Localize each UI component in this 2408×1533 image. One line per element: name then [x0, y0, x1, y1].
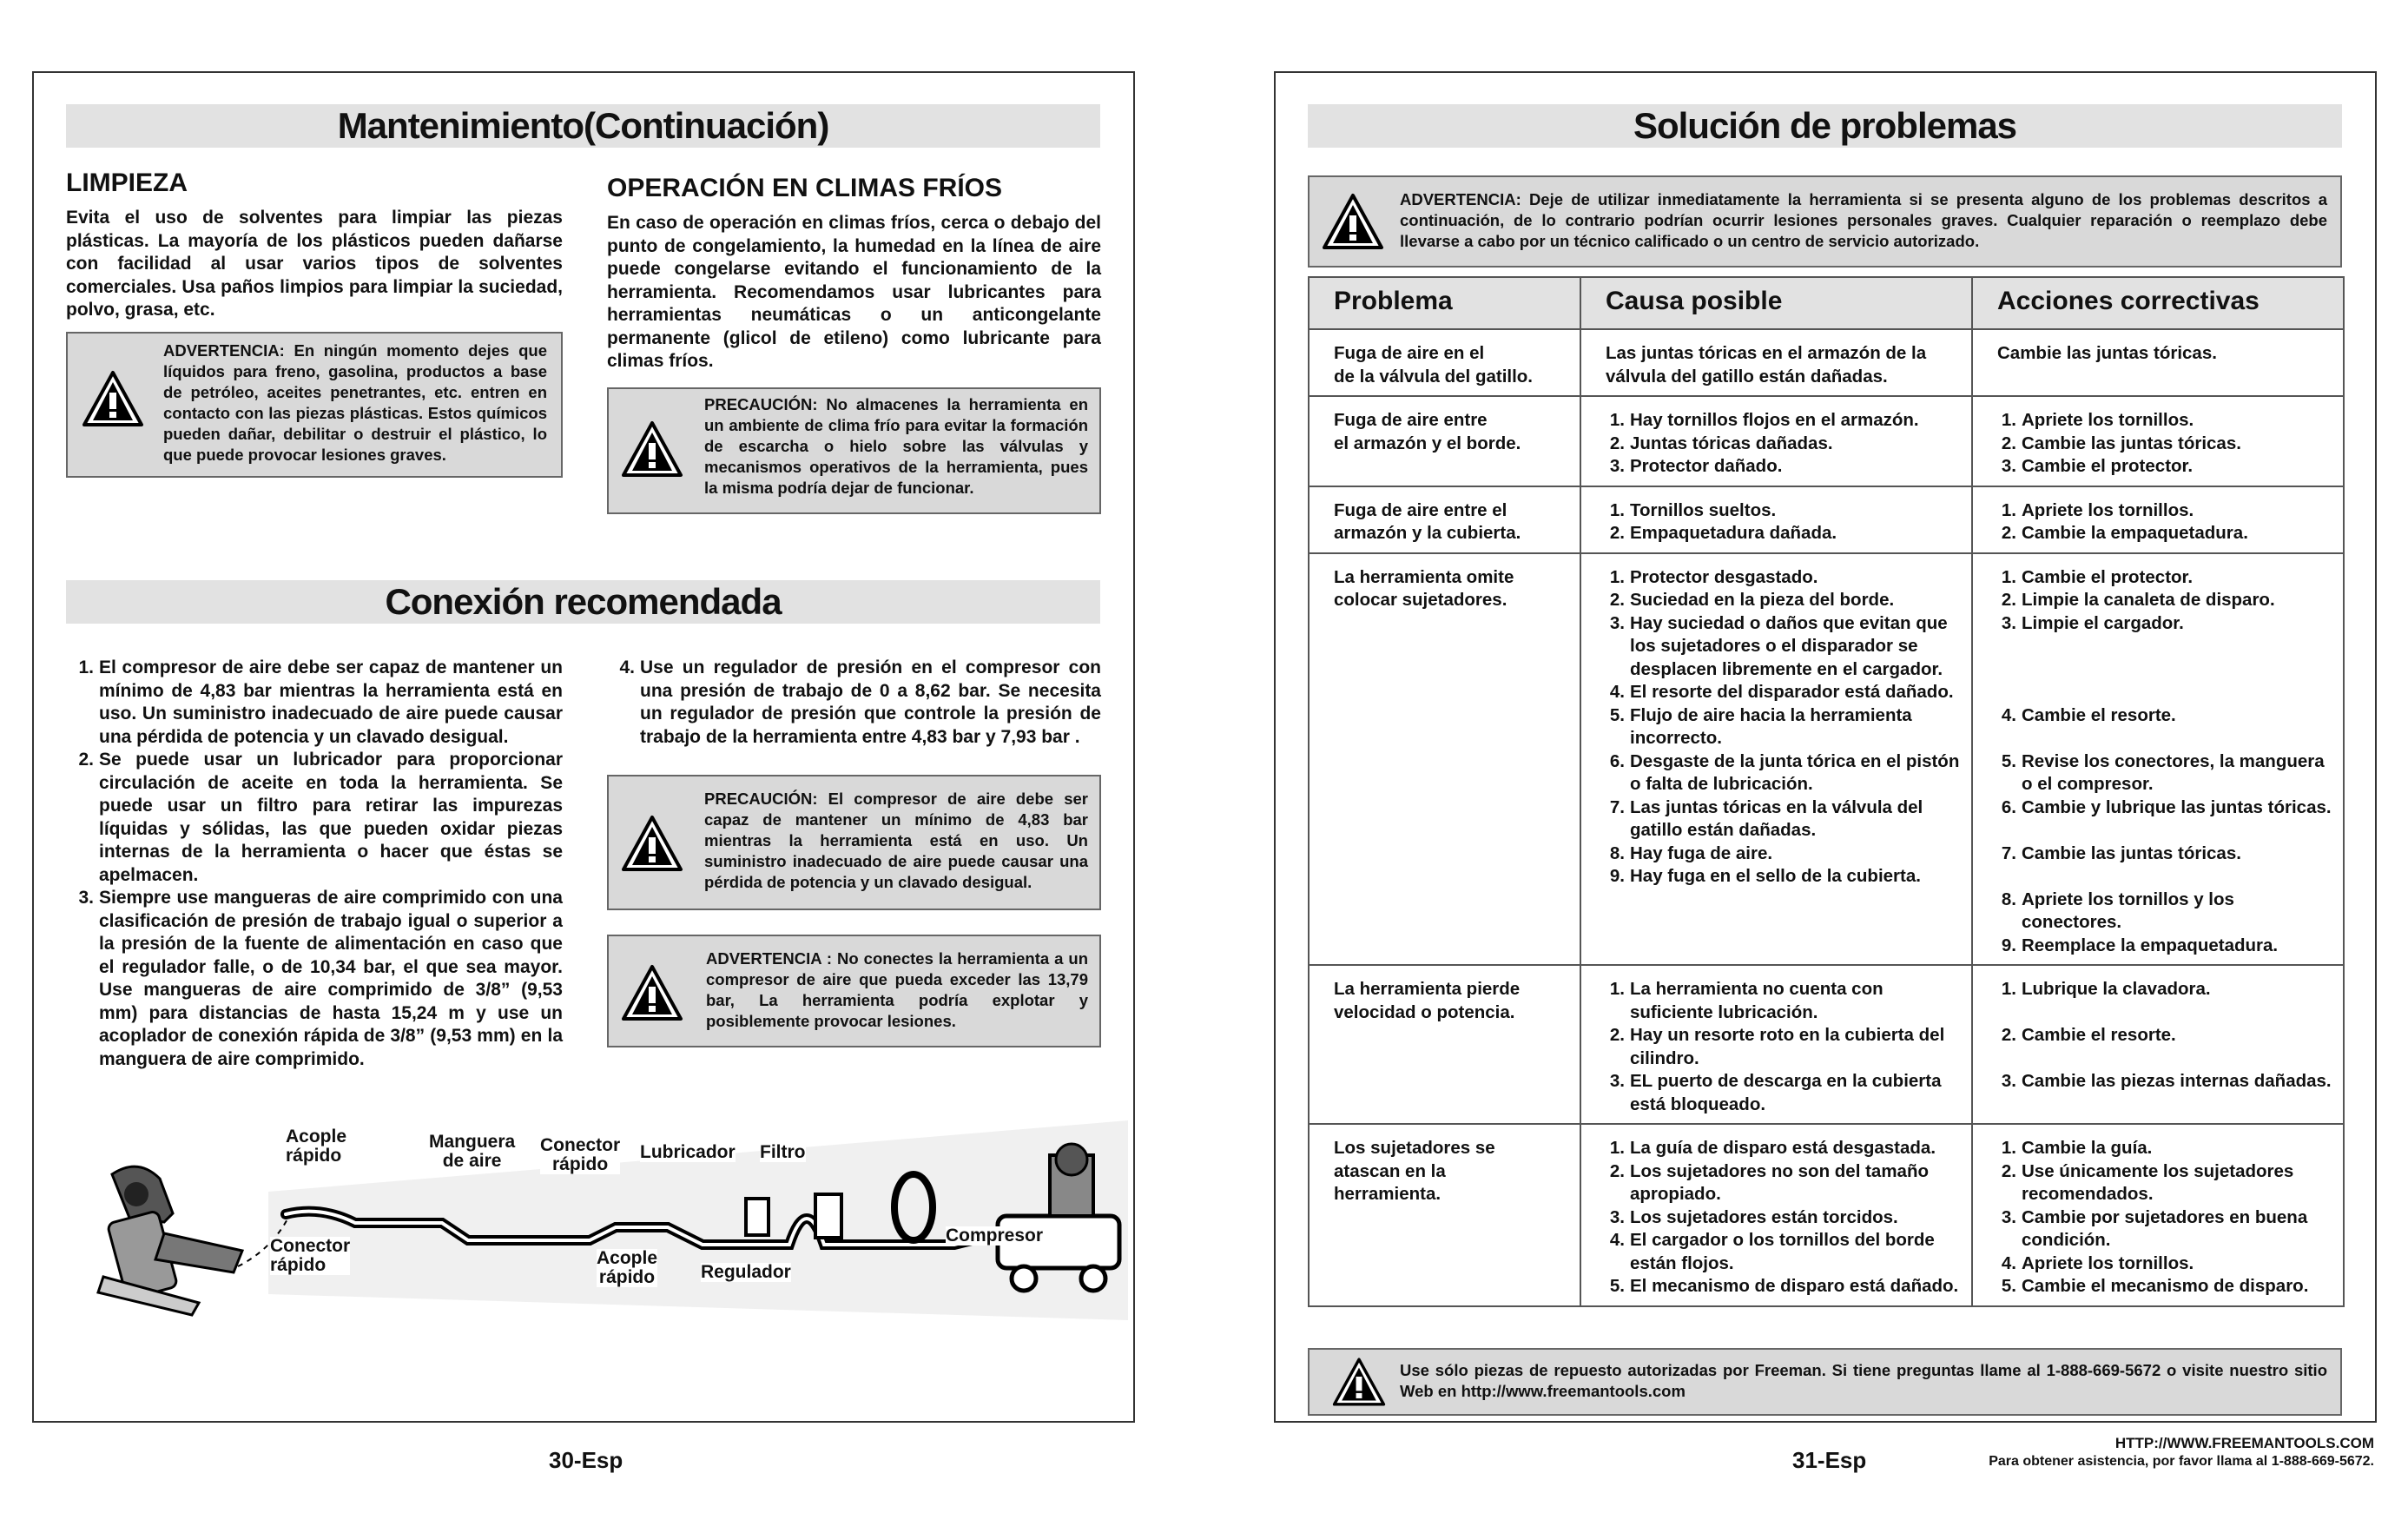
cause-item: 8. Hay fuga de aire.	[1609, 842, 1773, 863]
label-regulador: Regulador	[701, 1262, 791, 1282]
spacer	[1997, 658, 2334, 682]
troubleshooting-title: Solución de problemas	[1308, 104, 2342, 148]
cause-item: 5. Flujo de aire hacia la herramienta incorrecto.	[1609, 704, 1912, 748]
action-item: 8. Apriete los tornillos y los conectores.	[2001, 889, 2234, 932]
list-item: 3. Siempre use mangueras de aire comprimido con una clasificación de presión de trabajo igual o superior a la presión de la fuente de alimentación en caso que el regulador falle, o de 10,34 bar, el que sea mayor. Use mangueras de aire comprimido de 3/8” (9,53 mm) para distancias de hasta 15,24 m y use un acoplador de conexión rápida de 3/8” (9,53 mm) en la manguera de aire comprimido.	[78, 888, 563, 1069]
cause-item: 2. Empaquetadura dañada.	[1609, 523, 1837, 543]
cause-item: 2. Los sujetadores no son del tamaño apropiado.	[1609, 1160, 1930, 1204]
label-filtro: Filtro	[760, 1142, 806, 1162]
problem-text: La herramienta omite colocar sujetadores.	[1334, 566, 1514, 610]
header-causa: Causa posible	[1580, 277, 1972, 329]
label-manguera: Manguera de aire	[429, 1132, 516, 1171]
action-cell	[1972, 1124, 2344, 1306]
cause-item: 3. Los sujetadores están torcidos.	[1609, 1206, 1898, 1227]
warning-triangle-icon	[621, 420, 683, 478]
spacer	[1997, 819, 2334, 842]
action-item: 3. Cambie por sujetadores en buena condición.	[2001, 1206, 2308, 1250]
label-acople-rapido-2: Acople rápido	[597, 1248, 658, 1287]
climas-caution-box	[607, 387, 1101, 514]
action-item: 4. Apriete los tornillos.	[2001, 1252, 2194, 1273]
page-number-right: 31-Esp	[1792, 1447, 1867, 1473]
conexion-title: Conexión recomendada	[66, 580, 1100, 624]
table-row	[1309, 1124, 2344, 1306]
list-item: 2. Se puede usar un lubricador para proporcionar circulación de aceite en toda la herramienta. Se puede usar un filtro para retirar las impurezas líquidas y sólidas, las que pueden oxidar piezas internas de la herramienta o hacer que éstas se apelmacen.	[78, 750, 563, 885]
troubleshooting-table	[1308, 276, 2345, 1307]
troubleshooting-warning-text: ADVERTENCIA: Deje de utilizar inmediatamente la herramienta si se presenta alguno de los problemas descritos a continuación, de lo contrario podrían ocurrir lesiones personales graves. Cualquier reparación o reemplazo debe llevarse a cabo por un técnico calificado o un centro de servicio autorizado.	[1400, 190, 2327, 250]
table-row	[1309, 486, 2344, 553]
cause-item: 1. La guía de disparo está desgastada.	[1609, 1138, 1936, 1158]
limpieza-warning-box	[66, 332, 563, 478]
warning-triangle-icon	[82, 370, 144, 427]
label-acople-rapido-1: Acople rápido	[286, 1127, 347, 1166]
spacer	[1997, 727, 2334, 750]
problem-cell	[1309, 553, 1580, 966]
limpieza-warning-text: ADVERTENCIA: En ningún momento dejes que líquidos para freno, gasolina, productos a base de petróleo, aceites penetrantes, etc. entren en contacto con las piezas plásticas. Estos químicos pueden dañar, debilitar o destruir el plástico, lo que puede provocar lesiones graves.	[163, 341, 547, 464]
problem-cell	[1309, 396, 1580, 486]
cause-cell	[1580, 329, 1972, 396]
left-page	[32, 71, 1135, 1423]
problem-cell	[1309, 486, 1580, 553]
header-acciones: Acciones correctivas	[1972, 277, 2344, 329]
cause-item: 2. Juntas tóricas dañadas.	[1609, 433, 1833, 453]
action-item: 3. Cambie el protector.	[2001, 456, 2194, 476]
conexion-warning-text: ADVERTENCIA : No conectes la herramienta a un compresor de aire que pueda exceder las 13,79 bar, La herramienta podría explotar y posiblemente provocar lesiones.	[706, 949, 1088, 1030]
action-cell	[1972, 486, 2344, 553]
action-item: 2. Cambie la empaquetadura.	[2001, 523, 2248, 543]
table-row	[1309, 553, 2344, 966]
action-item: 3. Limpie el cargador.	[2001, 612, 2184, 633]
action-item: 2. Cambie el resorte.	[2001, 1025, 2176, 1045]
header-problema: Problema	[1309, 277, 1580, 329]
list-item: 1. El compresor de aire debe ser capaz de mantener un mínimo de 4,83 bar mientras la herramienta está en uso. Un suministro inadecuado de aire puede causar una pérdida de potencia y un clavado desigual.	[78, 657, 563, 747]
cause-cell	[1580, 1124, 1972, 1306]
footer-note-box	[1308, 1348, 2342, 1416]
site-url: HTTP://WWW.FREEMANTOOLS.COM	[2114, 1435, 2374, 1451]
climas-caution-text: PRECAUCIÓN: No almacenes la herramienta en un ambiente de clima frío para evitar la formación de escarcha o hielo sobre las válvulas y mecanismos operativos de la herramienta, pues la misma podría dejar de funcionar.	[704, 395, 1088, 497]
problem-text: Los sujetadores se atascan en la herramienta.	[1334, 1138, 1495, 1204]
action-cell	[1972, 553, 2344, 966]
cause-item: 9. Hay fuga en el sello de la cubierta.	[1609, 866, 1921, 886]
limpieza-heading: LIMPIEZA	[66, 168, 188, 197]
spacer	[1997, 681, 2334, 704]
nailer-tool-icon	[98, 1166, 242, 1315]
spacer	[1997, 1047, 2334, 1071]
label-lubricador: Lubricador	[640, 1142, 736, 1162]
conexion-caution-text: PRECAUCIÓN: El compresor de aire debe ser capaz de mantener un mínimo de 4,83 bar mientras la herramienta está en uso. Un suministro inadecuado de aire puede causar una pérdida de potencia y un clavado desigual.	[704, 790, 1088, 891]
cause-item: 4. El cargador o los tornillos del borde están flojos.	[1609, 1230, 1935, 1273]
spacer	[1997, 865, 2334, 889]
cause-cell	[1580, 553, 1972, 966]
table-row	[1309, 329, 2344, 396]
climas-heading: OPERACIÓN EN CLIMAS FRÍOS	[607, 174, 1003, 202]
conexion-list-left	[66, 657, 563, 1071]
action-item: 5. Cambie el mecanismo de disparo.	[2001, 1276, 2309, 1296]
problem-text: Fuga de aire entre el armazón y el borde.	[1334, 410, 1521, 453]
action-item: 1. Cambie la guía.	[2001, 1138, 2153, 1158]
cause-cell	[1580, 396, 1972, 486]
problem-text: La herramienta pierde velocidad o potencia.	[1334, 979, 1521, 1022]
footer-note-text: Use sólo piezas de repuesto autorizadas por Freeman. Si tiene preguntas llame al 1-888-669-5672 o visite nuestro sitio Web en http://www.freemantools.com	[1400, 1361, 2327, 1400]
problem-text: Fuga de aire en el de la válvula del gatillo.	[1334, 343, 1533, 387]
cause-item: 1. Protector desgastado.	[1609, 566, 1818, 587]
problem-cell	[1309, 965, 1580, 1124]
table-header-row	[1309, 277, 2344, 329]
list-item: 4. Use un regulador de presión en el compresor con una presión de trabajo de 0 a 8,62 bar. Se necesita un regulador de presión que controle la presión de trabajo de la herramienta entre 4,83 bar y 7,93 bar .	[619, 657, 1101, 747]
table-row	[1309, 396, 2344, 486]
cause-item: 2. Hay un resorte roto en la cubierta del cilindro.	[1609, 1025, 1945, 1068]
action-item: 5. Revise los conectores, la manguera o el compresor.	[2001, 750, 2325, 794]
action-item: 2. Cambie las juntas tóricas.	[2001, 433, 2241, 453]
problem-cell	[1309, 1124, 1580, 1306]
problem-text: Fuga de aire entre el armazón y la cubierta.	[1334, 499, 1521, 543]
action-item: Cambie las juntas tóricas.	[1997, 343, 2217, 363]
action-item: 2. Use únicamente los sujetadores recomendados.	[2001, 1160, 2294, 1204]
cause-cell	[1580, 965, 1972, 1124]
page-number-left: 30-Esp	[549, 1447, 623, 1473]
action-item: 7. Cambie las juntas tóricas.	[2001, 842, 2241, 863]
cause-item: 4. El resorte del disparador está dañado.	[1609, 682, 1954, 702]
action-item: 9. Reemplace la empaquetadura.	[2001, 935, 2279, 955]
action-item: 4. Cambie el resorte.	[2001, 704, 2176, 725]
cause-item: 3. Protector dañado.	[1609, 456, 1783, 476]
action-item: 2. Limpie la canaleta de disparo.	[2001, 590, 2275, 610]
problem-cell	[1309, 329, 1580, 396]
maintenance-title: Mantenimiento(Continuación)	[66, 104, 1100, 148]
conexion-list-right	[607, 657, 1101, 749]
right-page	[1274, 71, 2377, 1423]
action-item: 1. Apriete los tornillos.	[2001, 410, 2194, 430]
label-conector-rapido-1: Conector rápido	[540, 1135, 621, 1174]
cause-item: 3. Hay suciedad o daños que evitan que los sujetadores o el disparador se desplacen libremente en el cargador.	[1609, 612, 1948, 679]
cause-item: 2. Suciedad en la pieza del borde.	[1609, 590, 1895, 610]
action-item: 1. Apriete los tornillos.	[2001, 499, 2194, 520]
warning-triangle-icon	[621, 964, 683, 1021]
cause-item: 1. Tornillos sueltos.	[1609, 499, 1777, 520]
warning-triangle-icon	[1332, 1357, 1386, 1407]
cause-item: Las juntas tóricas en el armazón de la válvula del gatillo están dañadas.	[1606, 343, 1927, 387]
action-cell	[1972, 396, 2344, 486]
cause-item: 1. La herramienta no cuenta con suficiente lubricación.	[1609, 979, 1884, 1022]
cause-item: 5. El mecanismo de disparo está dañado.	[1609, 1276, 1959, 1296]
label-conector-rapido-2: Conector rápido	[270, 1236, 351, 1275]
action-item: 3. Cambie las piezas internas dañadas.	[2001, 1071, 2332, 1091]
action-item: 1. Cambie el protector.	[2001, 566, 2194, 587]
conexion-warning-box	[607, 935, 1101, 1047]
cause-item: 6. Desgaste de la junta tórica en el pistón o falta de lubricación.	[1609, 750, 1960, 794]
cause-cell	[1580, 486, 1972, 553]
action-cell	[1972, 329, 2344, 396]
limpieza-text: Evita el uso de solventes para limpiar las piezas plásticas. La mayoría de los plásticos pueden dañarse con facilidad al usar varios tipos de solventes comerciales. Usa paños limpios para limpiar la suciedad, polvo, grasa, etc.	[66, 208, 563, 320]
cause-item: 1. Hay tornillos flojos en el armazón.	[1609, 410, 1919, 430]
spacer	[1997, 1001, 2334, 1025]
warning-triangle-icon	[621, 815, 683, 872]
warning-triangle-icon	[1322, 193, 1384, 250]
site-help: Para obtener asistencia, por favor llama al 1-888-669-5672.	[1989, 1454, 2374, 1469]
action-item: 1. Lubrique la clavadora.	[2001, 979, 2211, 999]
table-row	[1309, 965, 2344, 1124]
action-cell	[1972, 965, 2344, 1124]
climas-text: En caso de operación en climas fríos, cerca o debajo del punto de congelamiento, la humedad en la línea de aire puede congelarse evitando el funcionamiento de la herramienta. Recomendamos usar lubricantes para herramientas neumáticas o un anticongelante permanente (glicol de etileno) como lubricante para climas fríos.	[607, 213, 1101, 371]
cause-item: 7. Las juntas tóricas en la válvula del gatillo están dañadas.	[1609, 796, 1923, 840]
action-item: 6. Cambie y lubrique las juntas tóricas.	[2001, 796, 2332, 817]
spacer	[1997, 635, 2334, 658]
cause-item: 3. EL puerto de descarga en la cubierta está bloqueado.	[1609, 1071, 1942, 1114]
label-compresor: Compresor	[946, 1226, 1044, 1246]
conexion-caution-box	[607, 775, 1101, 910]
troubleshooting-warning-box	[1308, 175, 2342, 268]
